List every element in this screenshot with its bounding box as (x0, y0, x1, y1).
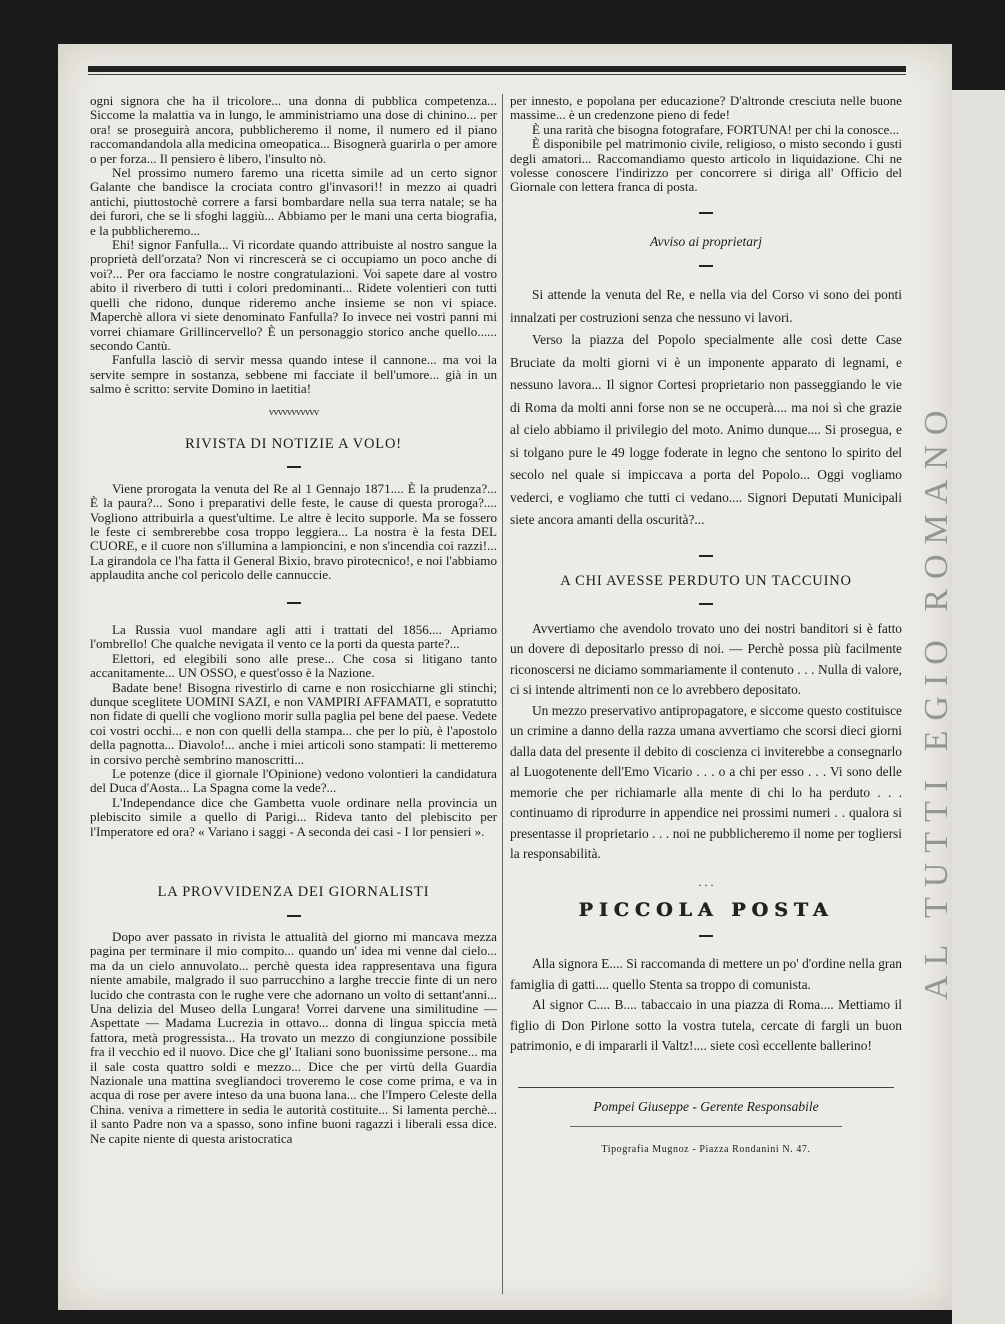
paragraph: Si attende la venuta del Re, e nella via del Corso vi sono dei ponti innalzati per costruzioni senza che nessuno vi lavori. (510, 287, 902, 325)
paragraph: Badate bene! Bisogna rivestirlo di carne e non rosicchiarne gli stinchi; dunque sceglitete UOMINI SAZI, e non VAMPIRI AFFAMATI, e sopratutto non fidate di quelli che vogliono morir sulla paglia pel bene del paese. Vedete coi vostri occhi... e non con quelli della stampa... che per lo più, è l'apostolo della pagnotta... Diavolo!... anche i miei articoli sono stampati: li metteremo in corsivo perchè sembrino manoscritti... (90, 679, 497, 767)
dash-divider (90, 906, 497, 920)
paragraph: La Russia vuol mandare agli atti i trattati del 1856.... Apriamo l'ombrello! Che qualche nevigata il vento ce la porti da questa parte?... (90, 622, 497, 652)
printer-imprint: Tipografia Mugnoz - Piazza Rondanini N. 47. (601, 1143, 811, 1155)
paragraph: Le potenze (dice il giornale l'Opinione) vedono volontieri la candidatura del Duca d'Aosta... La Spagna come la vede?... (90, 766, 497, 796)
section-title-provvidenza: LA PROVVIDENZA DEI GIORNALISTI (157, 884, 430, 901)
paragraph: Avvertiamo che avendolo trovato uno dei nostri banditori si è fatto un dovere di depositarlo presso di noi. — Perchè possa più facilmente riconoscersi ne diciamo sommariamente il contenuto . . . Nulla di valore, ci si intende altrimenti non ce lo avrebbero depositato. (510, 620, 902, 698)
paragraph: Fanfulla lasciò di servir messa quando intese il cannone... ma voi la servite sempre in sostanza, sebbene mi facciate il bell'umore... già in un salmo è scritto: servite Domino in laetitia! (90, 352, 497, 397)
paragraph: Un mezzo preservativo antipropagatore, e siccome questo costituisce un crimine a danno della razza umana avvertiamo che scorsi dieci giorni dalla data del presente il debito di coscienza ci inviterebbe a consegnarlo al Luogotenente dell'Emo Vicario . . . o a chi per esso . . . Vi sono delle memorie che per richiamarle alla mente di chi lo ha perduto . . . continuamo di riprodurre in appendice nei prossimi numeri . . qualora si presentasse il proprietario . . . noi ne pubblicheremo il nome per togliersi la responsabilità. (510, 702, 902, 862)
section-title-piccola-posta: PICCOLA POSTA (578, 899, 834, 922)
dash-divider (510, 926, 902, 940)
dash-divider (90, 593, 497, 607)
paragraph: È disponibile pel matrimonio civile, religioso, o misto secondo i gusti degli amatori... Raccomandiamo questo articolo in liquidazione. Chi ne volesse conoscere l'indirizzo per concorrere si diriga all' Officio del Giornale con lettera franca di posta. (510, 136, 902, 195)
column-divider (502, 94, 503, 1294)
paragraph: Al signor C.... B.... tabaccaio in una piazza di Roma.... Mettiamo il figlio di Don Pirlone sotto la vostra tutela, cercate di fargli un buon patrimonio, e di impararli il Valtz!.... siete così eccellente ballerino! (510, 997, 902, 1053)
dash-divider (510, 256, 902, 270)
paragraph: Ehi! signor Fanfulla... Vi ricordate quando attribuiste al nostro sangue la proprietà dell'orzata? Non vi rincrescerà se ci occupiamo un poco anche di voi?... Per ora facciamo le nostre congratulazioni. Voi sapete dare al vostro abito il riverbero di tutti i colori predominanti... Ridete volentieri con tutti quelli che ridono, dunque rideremo anche insieme se non vi spiace. Maperchè allora vi siete denominato Fanfulla? Io invece nei vostri panni mi vorrei chiamare Grillincervello? È un personaggio storico anche quello...... secondo Cantù. (90, 237, 497, 353)
adjacent-page-masthead: AL TUTTI EGIO ROMANO (918, 400, 955, 1000)
dash-divider (510, 203, 902, 217)
right-column (510, 94, 902, 1157)
left-column (90, 94, 497, 1146)
section-title-rivista: RIVISTA DI NOTIZIE A VOLO! (185, 435, 402, 452)
responsible-manager-signature: Pompei Giuseppe - Gerente Responsabile (593, 1098, 819, 1114)
paragraph: Viene prorogata la venuta del Re al 1 Gennajo 1871.... È la prudenza?... È la paura?... Sono i preparativi delle feste, le cause di questa proroga?.... Vogliono attribuirla a quest'ultime. Le altre è lecito supporle. Ma se fossero le feste ci sembrerebbe cosa troppo leggiera... La nostra è la festa DEL CUORE, e il cuore non s'illumina a lampioncini, e non s'incendia coi razzi!... La girandola ce l'ha fatta il General Bixio, bravo pirotecnico!, e noi l'abbiamo applaudita anche col pericolo delle cannuccie. (90, 480, 497, 583)
dash-divider (90, 457, 497, 471)
paragraph: L'Independance dice che Gambetta vuole ordinare nella provincia un plebiscito simile a quello di Parigi... Rideva tanto del plebiscito per l'Imperatore ed ora? « Variano i saggi - A seconda dei casi - I lor pensieri ». (90, 794, 497, 839)
ornament-divider: vvvvvvvvvvv (268, 405, 319, 418)
paragraph: Verso la piazza del Popolo specialmente alle così dette Case Bruciate da molti giorni vi è un imponente apparato di legnami, e nessuno lavora... Il signor Cortesi proprietario non passeggiando le vie di Roma da molti anni forse non se ne occuperà.... ma noi sì che grazie al cielo abbiamo il privilegio del moto. Animo dunque.... Si prosegua, e si tolgano pure le 49 logge foderate in legno che sentono lo spirito del secolo nel quale si impiccava a porta del Popolo... Oggi vogliamo vederci, e vogliamo che tutti ci vedano.... Signori Deputati Municipali siete ancora amanti della oscurità?... (510, 332, 902, 528)
dash-divider (510, 594, 902, 608)
section-title-avviso: Avviso ai proprietarj (650, 234, 762, 250)
dots-divider: . . . (698, 874, 714, 889)
paragraph: ogni signora che ha il tricolore... una donna di pubblica competenza... Siccome la malattia va in lungo, le amministriamo una dose di chinino... per ora! se proseguirà ancora, pubblicheremo il nome, il numero ed il piano raccomandandola alla medicina omeopatica... Bisognerà guarirla o per amore o per forza... Il pensiero è libero, l'insulto nò. (90, 93, 497, 166)
paragraph: Alla signora E.... Si raccomanda di mettere un po' d'ordine nella gran famiglia di gatti.... quello Stenta sa troppo di comunista. (510, 956, 902, 992)
top-rule (88, 66, 906, 72)
paragraph: È una rarità che bisogna fotografare, FORTUNA! per chi la conosce... (532, 121, 900, 137)
paragraph: Elettori, ed elegibili sono alle prese... Che cosa si litigano tanto accanitamente... UN OSSO, e quest'osso è la Nazione. (90, 650, 497, 681)
paragraph: Dopo aver passato in rivista le attualità del giorno mi mancava mezza pagina per terminare il mio compito... quando un' idea mi venne dal cielo... ma da un cielo annuvolato... perchè questa idea rappresentava una figura niente amabile, malgrado il suo parrucchino a larghe treccie finte di un nero lucido che contrasta con le rughe vere che adornano un volto di settant'anni... Una delizia del Museo della Lungara! Vorrei darvene una similitudine — Aspettate — Madama Lucrezia in ottavo... donna di lingua spiccia metà fattora, metà progressista... Ha trovato un mezzo di congiunzione possibile fra il vecchio ed il nuovo. Dice che gl' Italiani sono buonissime persone... ma il sale costa quattro soldi e mezzo... Dice che per virtù della Guardia Nazionale una mattina svegliandoci troveremo le cose come prima, e va in acqua di rose per avere inteso da una buona lana... che l'Impero Celeste della China. veniva a rimettere in sedia le autorità costituite... Si lamenta perchè... il santo Padre non va a spasso, sono infine buoni ragazzi i liberali essa dice. Ne capite niente di questa aristocratica (90, 928, 497, 1146)
section-title-taccuino: A CHI AVESSE PERDUTO UN TACCUINO (560, 572, 852, 589)
paragraph: Nel prossimo numero faremo una ricetta simile ad un certo signor Galante che bandisce la crociata contro gl'invasori!! in mezzo ai quadri antichi, piuttostochè correre a farsi bombardare nella sua terra natale; se ha dei furori, che se li sfoghi laggiù... Abbiamo per le mani una certa biografia, e la pubblicheremo... (90, 165, 497, 238)
newspaper-page (58, 44, 952, 1310)
dash-divider (510, 546, 902, 560)
paragraph: per innesto, e popolana per educazione? D'altronde cresciuta nelle buone massime... è un credenzone pieno di fede! (510, 93, 902, 123)
